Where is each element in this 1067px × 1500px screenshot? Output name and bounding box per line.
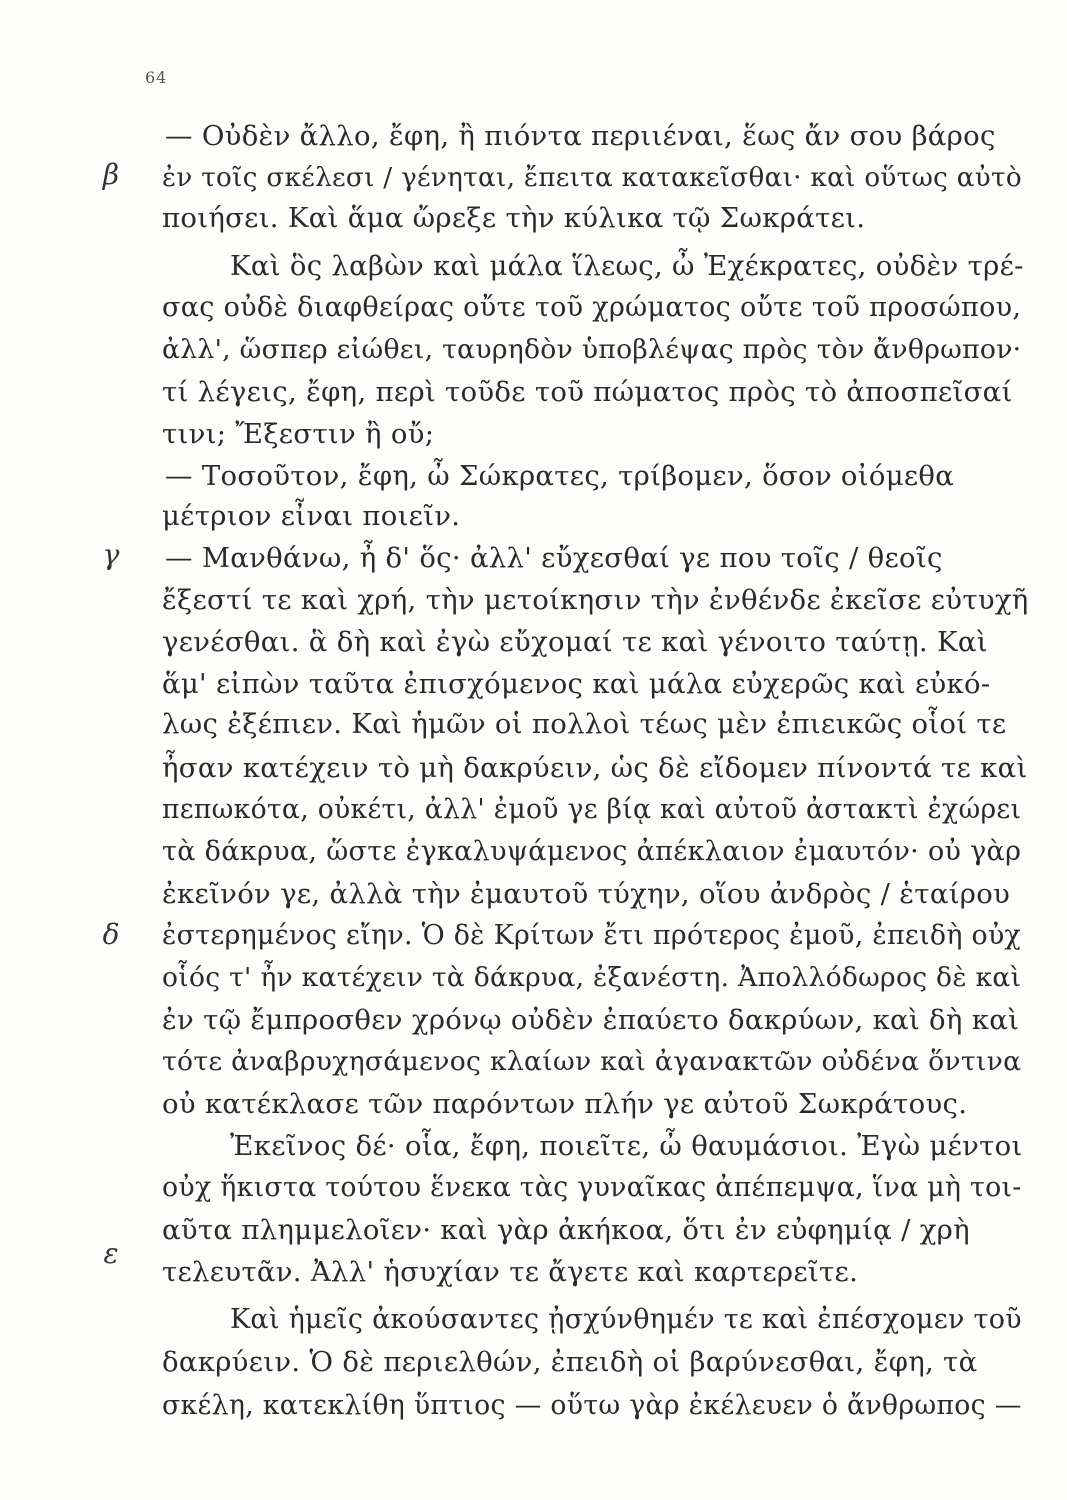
text-line: σκέλη, κατεκλίθη ὕπτιος — οὕτω γὰρ ἐκέλευεν ὁ ἄνθρωπος — bbox=[162, 1390, 1022, 1421]
text-line: ἦσαν κατέχειν τὸ μὴ δακρύειν, ὡς δὲ εἴδομεν πίνοντά τε καὶ bbox=[162, 752, 1028, 784]
text-line: τί λέγεις, ἔφη, περὶ τοῦδε τοῦ πώματος πρὸς τὸ ἀποσπεῖσαί bbox=[162, 376, 1013, 408]
text-line: ἐν τοῖς σκέλεσι / γένηται, ἔπειτα κατακεῖσθαι· καὶ οὕτως αὐτὸ bbox=[162, 163, 1022, 193]
text-line: ποιήσει. Καὶ ἅμα ὤρεξε τὴν κύλικα τῷ Σωκράτει. bbox=[162, 202, 866, 234]
text-line: δακρύειν. Ὁ δὲ περιελθών, ἐπειδὴ οἱ βαρύνεσθαι, ἔφη, τὰ bbox=[162, 1346, 978, 1378]
text-line: τὰ δάκρυα, ὥστε ἐγκαλυψάμενος ἀπέκλαιον ἐμαυτόν· οὐ γὰρ bbox=[162, 836, 1022, 867]
text-line: πεπωκότα, οὐκέτι, ἀλλ' ἐμοῦ γε βίᾳ καὶ αὐτοῦ ἀστακτὶ ἐχώρει bbox=[162, 794, 1022, 825]
text-line: οὐχ ἥκιστα τούτου ἕνεκα τὰς γυναῖκας ἀπέπεμψα, ἵνα μὴ τοι- bbox=[162, 1172, 1022, 1203]
text-line: οὐ κατέκλασε τῶν παρόντων πλήν γε αὐτοῦ Σωκράτους. bbox=[162, 1088, 968, 1120]
text-line: — Οὐδὲν ἄλλο, ἔφη, ἢ πιόντα περιιέναι, ἕως ἄν σου βάρος bbox=[165, 120, 996, 152]
margin-section-letter: γ bbox=[102, 538, 120, 571]
text-line: τινι; Ἔξεστιν ἢ οὔ; bbox=[162, 418, 435, 450]
text-line: ἅμ' εἰπὼν ταῦτα ἐπισχόμενος καὶ μάλα εὐχερῶς καὶ εὐκό- bbox=[162, 668, 991, 700]
text-line: μέτριον εἶναι ποιεῖν. bbox=[162, 500, 461, 532]
page-number: 64 bbox=[145, 68, 168, 87]
text-line: τότε ἀναβρυχησάμενος κλαίων καὶ ἀγανακτῶν οὐδένα ὅντινα bbox=[162, 1046, 1022, 1077]
margin-section-letter: β bbox=[102, 158, 120, 191]
text-line: γενέσθαι. ἃ δὴ καὶ ἐγὼ εὔχομαί τε καὶ γένοιτο ταύτῃ. Καὶ bbox=[162, 626, 988, 658]
text-line: σας οὐδὲ διαφθείρας οὔτε τοῦ χρώματος οὔτε τοῦ προσώπου, bbox=[162, 292, 1022, 323]
text-line: ἀλλ', ὥσπερ εἰώθει, ταυρηδὸν ὑποβλέψας πρὸς τὸν ἄνθρωπον· bbox=[162, 334, 1022, 365]
text-line: αῦτα πλημμελοῖεν· καὶ γὰρ ἀκήκοα, ὅτι ἐν εὐφημίᾳ / χρὴ bbox=[162, 1214, 970, 1246]
text-line: λως ἐξέπιεν. Καὶ ἡμῶν οἱ πολλοὶ τέως μὲν ἐπιεικῶς οἷοί τε bbox=[162, 708, 1007, 740]
text-line: — Τοσοῦτον, ἔφη, ὦ Σώκρατες, τρίβομεν, ὅσον οἰόμεθα bbox=[165, 460, 955, 492]
text-line: Ἐκεῖνος δέ· οἷα, ἔφη, ποιεῖτε, ὦ θαυμάσιοι. Ἐγὼ μέντοι bbox=[230, 1130, 1023, 1162]
text-line: τελευτᾶν. Ἀλλ' ἡσυχίαν τε ἄγετε καὶ καρτερεῖτε. bbox=[162, 1256, 859, 1288]
text-line: Καὶ ὃς λαβὼν καὶ μάλα ἵλεως, ὦ Ἐχέκρατες, οὐδὲν τρέ- bbox=[230, 250, 1024, 282]
text-line: ἐκεῖνόν γε, ἀλλὰ τὴν ἐμαυτοῦ τύχην, οἵου ἀνδρὸς / ἑταίρου bbox=[162, 878, 1011, 910]
text-line: οἷός τ' ἦν κατέχειν τὰ δάκρυα, ἐξανέστη. Ἀπολλόδωρος δὲ καὶ bbox=[162, 962, 1022, 993]
text-line: — Μανθάνω, ἦ δ' ὅς· ἀλλ' εὔχεσθαί γε που τοῖς / θεοῖς bbox=[165, 542, 943, 574]
margin-section-letter: δ bbox=[102, 918, 120, 951]
text-line: ἐστερημένος εἴην. Ὁ δὲ Κρίτων ἔτι πρότερος ἐμοῦ, ἐπειδὴ οὐχ bbox=[162, 920, 1022, 951]
text-line: Καὶ ἡμεῖς ἀκούσαντες ᾐσχύνθημέν τε καὶ ἐπέσχομεν τοῦ bbox=[230, 1304, 1022, 1335]
text-line: ἔξεστί τε καὶ χρή, τὴν μετοίκησιν τὴν ἐνθένδε ἐκεῖσε εὐτυχῆ bbox=[162, 584, 1029, 616]
text-line: ἐν τῷ ἔμπροσθεν χρόνῳ οὐδὲν ἐπαύετο δακρύων, καὶ δὴ καὶ bbox=[162, 1004, 1020, 1036]
margin-section-letter: ε bbox=[103, 1237, 119, 1270]
